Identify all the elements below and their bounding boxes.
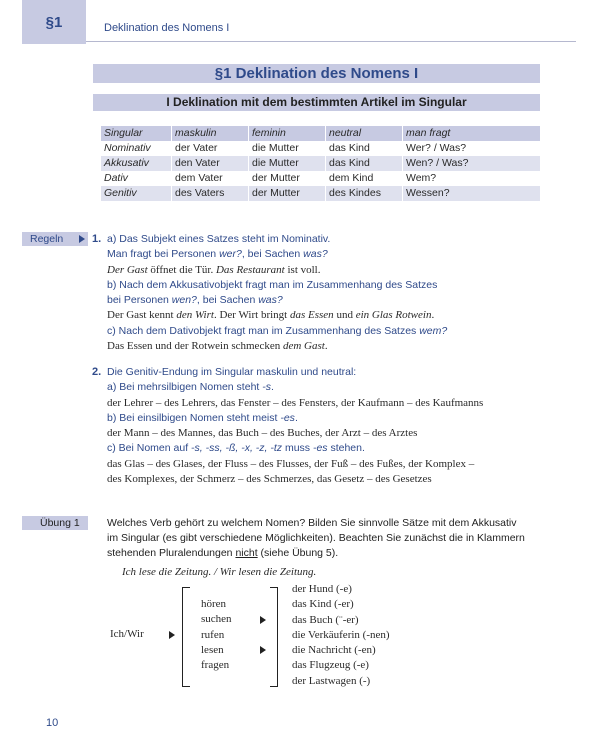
table-row — [101, 186, 540, 201]
rules-tab-label: Regeln — [30, 233, 64, 245]
subject-arrow-icon — [169, 631, 175, 639]
verb-item: suchen — [201, 613, 232, 626]
verb-item: lesen — [201, 643, 224, 656]
table-cell: die Mutter — [249, 156, 326, 171]
rule-2c-heading: c) Bei Nomen auf -s, -ss, -ß, -x, -z, -tz muss -es stehen. — [107, 442, 365, 455]
table-cell: Wen? / Was? — [403, 156, 541, 171]
table-cell: der Mutter — [249, 171, 326, 186]
exercise-instructions — [107, 516, 525, 561]
table-header-cell: feminin — [249, 126, 326, 141]
rule-2c-example-1: das Glas – des Glases, der Fluss – des Flusses, der Fuß – des Fußes, der Komplex – — [107, 457, 475, 470]
exercise-line-1: Welches Verb gehört zu welchem Nomen? Bilden Sie sinnvolle Sätze mit dem Akkusativ — [107, 517, 517, 529]
table-cell: Wem? — [403, 171, 541, 186]
rule-1a-example: Der Gast öffnet die Tür. Das Restaurant ist voll. — [107, 263, 321, 276]
header-title: Deklination des Nomens I — [104, 22, 230, 34]
exercise-line-3: stehenden Pluralendungen nicht (siehe Übung 5). — [107, 547, 339, 559]
table-cell: der Mutter — [249, 186, 326, 201]
table-cell: des Vaters — [172, 186, 249, 201]
rule-2a-heading: a) Bei mehrsilbigen Nomen steht -s. — [107, 381, 274, 394]
right-bracket-vertical — [277, 587, 278, 687]
rule-1a-question: Man fragt bei Personen wer?, bei Sachen was? — [107, 248, 328, 261]
table-header-row — [101, 126, 540, 141]
noun-item: die Nachricht (-en) — [292, 644, 376, 657]
rule-2c-example-2: des Komplexes, der Schmerz – des Schmerzes, das Gesetz – des Gesetzes — [107, 473, 432, 486]
table-cell: die Mutter — [249, 141, 326, 156]
verb-arrow-icon — [260, 616, 266, 624]
table-cell: Genitiv — [101, 186, 172, 201]
left-bracket-bottom — [182, 686, 190, 687]
table-row — [101, 156, 540, 171]
table-cell: Nominativ — [101, 141, 172, 156]
table-cell: dem Kind — [326, 171, 403, 186]
header-divider — [86, 41, 576, 42]
exercise-tab-label: Übung 1 — [40, 517, 80, 529]
verb-arrow-icon — [260, 646, 266, 654]
table-cell: den Vater — [172, 156, 249, 171]
noun-item: das Buch (¨-er) — [292, 613, 359, 626]
rule-1b-example: Der Gast kennt den Wirt. Der Wirt bringt das Essen und ein Glas Rotwein. — [107, 309, 435, 322]
verb-item: rufen — [201, 628, 225, 641]
table-cell: der Vater — [172, 141, 249, 156]
exercise-subject: Ich/Wir — [110, 628, 144, 640]
rule-1c-heading: c) Nach dem Dativobjekt fragt man im Zusammenhang des Satzes wem? — [107, 324, 448, 337]
rule-2b-example: der Mann – des Mannes, das Buch – des Buches, der Arzt – des Arztes — [107, 427, 418, 440]
table-row — [101, 171, 540, 186]
exercise-line-2: im Singular (es gibt verschiedene Möglichkeiten). Beachten Sie zunächst die in Klammern — [107, 532, 525, 544]
rule-2-heading: Die Genitiv-Endung im Singular maskulin und neutral: — [107, 366, 357, 378]
table-cell: Dativ — [101, 171, 172, 186]
noun-list — [292, 582, 390, 689]
table-cell: Wer? / Was? — [403, 141, 541, 156]
left-bracket-vertical — [182, 587, 183, 687]
rule-1c-example: Das Essen und der Rotwein schmecken dem Gast. — [107, 340, 328, 353]
table-header-cell: man fragt — [403, 126, 541, 141]
rule-2a-example: der Lehrer – des Lehrers, das Fenster – des Fensters, der Kaufmann – des Kaufmanns — [107, 396, 484, 409]
page-number: 10 — [46, 717, 59, 729]
noun-item: der Lastwagen (-) — [292, 674, 371, 687]
right-bracket-bottom — [270, 686, 278, 687]
verb-item: hören — [201, 598, 227, 610]
table-cell: das Kind — [326, 156, 403, 171]
table-cell: Akkusativ — [101, 156, 172, 171]
noun-item: die Verkäuferin (-nen) — [292, 628, 390, 641]
left-bracket-top — [182, 587, 190, 588]
declension-table — [101, 126, 540, 201]
noun-item: das Flugzeug (-e) — [292, 659, 369, 672]
table-cell: Wessen? — [403, 186, 541, 201]
table-cell: des Kindes — [326, 186, 403, 201]
rule-2-number: 2. — [92, 366, 102, 378]
noun-item: der Hund (-e) — [292, 583, 352, 595]
rule-2b-heading: b) Bei einsilbigen Nomen steht meist -es. — [107, 411, 298, 424]
rule-2-block — [107, 365, 483, 487]
table-row — [101, 141, 540, 156]
section-subtitle: I Deklination mit dem bestimmten Artikel im Singular — [93, 94, 540, 111]
verb-list — [201, 597, 232, 673]
right-bracket-top — [270, 587, 278, 588]
noun-item: das Kind (-er) — [292, 598, 354, 611]
exercise-example: Ich lese die Zeitung. / Wir lesen die Zeitung. — [122, 566, 317, 578]
page-title: §1 Deklination des Nomens I — [93, 64, 540, 83]
rule-1a-heading: a) Das Subjekt eines Satzes steht im Nominativ. — [107, 233, 331, 245]
table-header-cell: maskulin — [172, 126, 249, 141]
table-header-cell: Singular — [101, 126, 172, 141]
header-section-number: §1 — [45, 14, 63, 31]
rule-1-number: 1. — [92, 233, 102, 245]
rule-1-block — [107, 232, 447, 354]
rule-1b-heading: b) Nach dem Akkusativobjekt fragt man im Zusammenhang des Satzes — [107, 278, 438, 291]
table-header-cell: neutral — [326, 126, 403, 141]
table-cell: dem Vater — [172, 171, 249, 186]
rules-arrow-icon — [79, 235, 85, 243]
rule-1b-question: bei Personen wen?, bei Sachen was? — [107, 294, 283, 307]
verb-item: fragen — [201, 659, 230, 672]
table-cell: das Kind — [326, 141, 403, 156]
